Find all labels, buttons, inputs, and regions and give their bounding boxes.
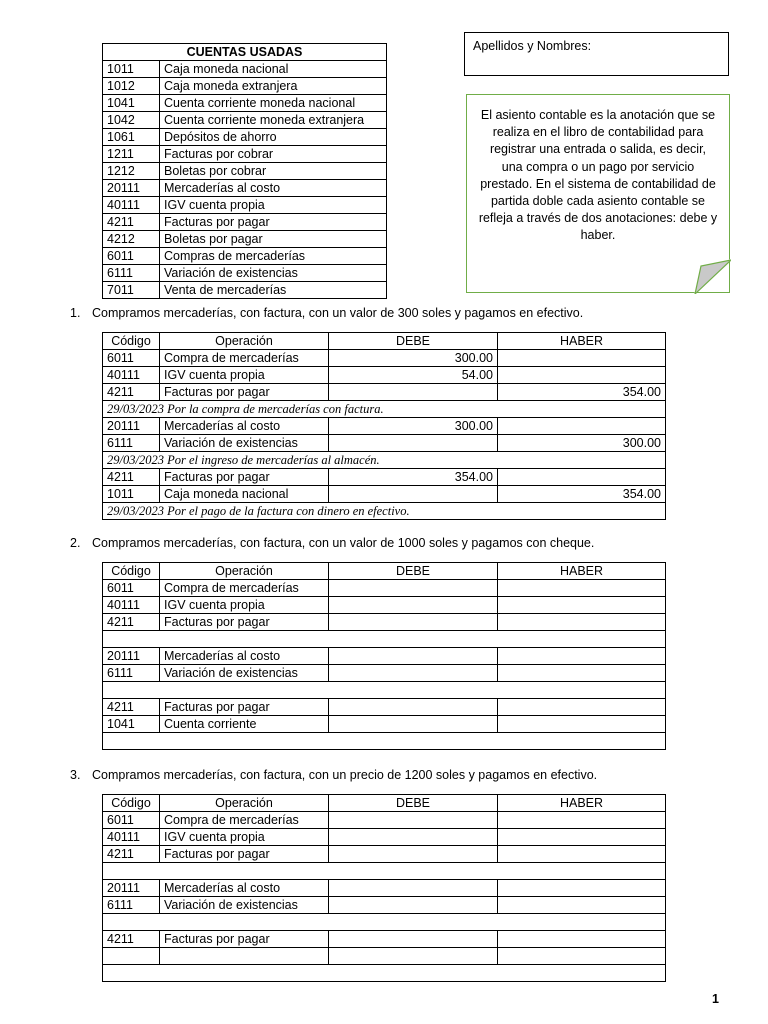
note-line: El asiento contable es la anotación que se: [480, 108, 716, 122]
ledger-operation: Facturas por pagar: [160, 614, 329, 631]
ledger-table-3: [102, 794, 666, 982]
ledger-code: 6111: [103, 665, 160, 682]
account-name: Compras de mercaderías: [160, 248, 387, 265]
header-credit: HABER: [498, 563, 666, 580]
ledger-credit: [498, 829, 666, 846]
ledger-header-row: [103, 563, 666, 580]
ledger-row: [103, 384, 666, 401]
ledger-header-row: [103, 795, 666, 812]
ledger-operation: IGV cuenta propia: [160, 597, 329, 614]
exercise-text: Compramos mercaderías, con factura, con un precio de 1200 soles y pagamos en efectivo.: [92, 768, 598, 782]
ledger-code: 1041: [103, 716, 160, 733]
accounts-row: [103, 214, 387, 231]
ledger-code: 4211: [103, 614, 160, 631]
ledger-operation: Facturas por pagar: [160, 846, 329, 863]
narration-text: [103, 631, 666, 648]
ledger-operation: Compra de mercaderías: [160, 580, 329, 597]
ledger-credit: [498, 812, 666, 829]
ledger-operation: Mercaderías al costo: [160, 880, 329, 897]
ledger-debit: 54.00: [329, 367, 498, 384]
ledger-row: [103, 812, 666, 829]
header-credit: HABER: [498, 333, 666, 350]
exercise-1-statement: [70, 306, 583, 320]
ledger-row: [103, 829, 666, 846]
page-number: 1: [712, 992, 719, 1006]
ledger-row: [103, 699, 666, 716]
ledger-debit: [329, 829, 498, 846]
account-name: Boletas por cobrar: [160, 163, 387, 180]
ledger-credit: [498, 846, 666, 863]
accounts-table-title: CUENTAS USADAS: [103, 44, 387, 61]
header-debit: DEBE: [329, 333, 498, 350]
ledger-credit: [498, 931, 666, 948]
account-name: Facturas por pagar: [160, 214, 387, 231]
ledger-row: [103, 614, 666, 631]
narration-text: [103, 914, 666, 931]
ledger-credit: [498, 614, 666, 631]
accounts-row: [103, 197, 387, 214]
ledger-credit: [498, 699, 666, 716]
exercise-number: 1.: [70, 306, 81, 320]
ledger-debit: [329, 846, 498, 863]
account-name: Depósitos de ahorro: [160, 129, 387, 146]
account-code: 7011: [103, 282, 160, 299]
accounts-row: [103, 248, 387, 265]
ledger-credit: [498, 948, 666, 965]
account-name: Mercaderías al costo: [160, 180, 387, 197]
header-code: Código: [103, 563, 160, 580]
ledger-operation: Facturas por pagar: [160, 384, 329, 401]
note-line: refleja a través de dos anotaciones: debe y: [478, 211, 718, 226]
account-code: 4212: [103, 231, 160, 248]
ledger-operation: Facturas por pagar: [160, 931, 329, 948]
ledger-narration-row: [103, 631, 666, 648]
narration-text: [103, 863, 666, 880]
ledger-row: [103, 931, 666, 948]
account-code: 4211: [103, 214, 160, 231]
ledger-table-2: [102, 562, 666, 750]
accounts-row: [103, 163, 387, 180]
ledger-code: 40111: [103, 367, 160, 384]
ledger-credit: [498, 367, 666, 384]
header-code: Código: [103, 795, 160, 812]
ledger-row: [103, 486, 666, 503]
ledger-operation: IGV cuenta propia: [160, 829, 329, 846]
ledger-credit: 300.00: [498, 435, 666, 452]
ledger-code: 20111: [103, 648, 160, 665]
ledger-credit: 354.00: [498, 486, 666, 503]
ledger-code: 20111: [103, 418, 160, 435]
ledger-debit: [329, 580, 498, 597]
ledger-code: 40111: [103, 597, 160, 614]
ledger-row: [103, 880, 666, 897]
note-line: una compra o un pago por servicio: [501, 159, 695, 174]
ledger-debit: [329, 931, 498, 948]
ledger-narration-row: [103, 733, 666, 750]
accounts-row: [103, 112, 387, 129]
exercise-text: Compramos mercaderías, con factura, con un valor de 1000 soles y pagamos con cheque.: [92, 536, 595, 550]
ledger-debit: 300.00: [329, 350, 498, 367]
ledger-narration-row: [103, 863, 666, 880]
ledger-narration-row: [103, 914, 666, 931]
ledger-narration-row: [103, 401, 666, 418]
ledger-debit: [329, 699, 498, 716]
ledger-row: [103, 350, 666, 367]
ledger-header-row: [103, 333, 666, 350]
ledger-code: 4211: [103, 699, 160, 716]
account-name: Caja moneda extranjera: [160, 78, 387, 95]
ledger-operation: IGV cuenta propia: [160, 367, 329, 384]
note-line: partida doble cada asiento contable se: [490, 194, 706, 209]
ledger-code: 4211: [103, 384, 160, 401]
account-code: 40111: [103, 197, 160, 214]
ledger-code: 6111: [103, 435, 160, 452]
account-code: 1041: [103, 95, 160, 112]
note-line: realiza en el libro de contabilidad para: [492, 125, 704, 140]
narration-text: 29/03/2023 Por el ingreso de mercaderías al almacén.: [103, 452, 666, 469]
exercise-number: 2.: [70, 536, 81, 550]
accounts-row: [103, 146, 387, 163]
account-code: 1211: [103, 146, 160, 163]
accounts-row: [103, 265, 387, 282]
ledger-operation: Facturas por pagar: [160, 699, 329, 716]
accounts-row: [103, 95, 387, 112]
exercise-3-statement: [70, 768, 597, 782]
ledger-row: [103, 435, 666, 452]
account-name: IGV cuenta propia: [160, 197, 387, 214]
account-code: 1212: [103, 163, 160, 180]
ledger-debit: [329, 486, 498, 503]
account-name: Boletas por pagar: [160, 231, 387, 248]
account-code: 6111: [103, 265, 160, 282]
account-name: Caja moneda nacional: [160, 61, 387, 78]
narration-text: 29/03/2023 Por la compra de mercaderías con factura.: [103, 401, 666, 418]
header-operation: Operación: [160, 795, 329, 812]
ledger-credit: [498, 897, 666, 914]
ledger-code: 4211: [103, 846, 160, 863]
ledger-debit: [329, 648, 498, 665]
ledger-debit: [329, 384, 498, 401]
ledger-code: 6011: [103, 350, 160, 367]
ledger-debit: [329, 614, 498, 631]
ledger-row: [103, 597, 666, 614]
ledger-narration-row: [103, 503, 666, 520]
ledger-debit: 300.00: [329, 418, 498, 435]
accounts-row: [103, 231, 387, 248]
ledger-row: [103, 469, 666, 486]
accounts-row: [103, 180, 387, 197]
ledger-credit: [498, 665, 666, 682]
ledger-debit: [329, 435, 498, 452]
ledger-table-1: [102, 332, 666, 520]
ledger-code: [103, 948, 160, 965]
account-code: 20111: [103, 180, 160, 197]
header-debit: DEBE: [329, 795, 498, 812]
ledger-code: 4211: [103, 469, 160, 486]
account-name: Venta de mercaderías: [160, 282, 387, 299]
accounts-row: [103, 61, 387, 78]
narration-text: [103, 733, 666, 750]
ledger-operation: Cuenta corriente: [160, 716, 329, 733]
ledger-debit: [329, 597, 498, 614]
ledger-debit: [329, 948, 498, 965]
ledger-debit: 354.00: [329, 469, 498, 486]
ledger-row: [103, 367, 666, 384]
ledger-row: [103, 948, 666, 965]
accounts-row: [103, 129, 387, 146]
exercise-2-statement: [70, 536, 594, 550]
ledger-credit: [498, 716, 666, 733]
exercise-text: Compramos mercaderías, con factura, con un valor de 300 soles y pagamos en efectivo.: [92, 306, 584, 320]
header-debit: DEBE: [329, 563, 498, 580]
ledger-operation: Variación de existencias: [160, 897, 329, 914]
ledger-row: [103, 648, 666, 665]
note-line: registrar una entrada o salida, es decir,: [489, 142, 707, 157]
ledger-credit: [498, 597, 666, 614]
ledger-credit: [498, 580, 666, 597]
ledger-operation: Compra de mercaderías: [160, 350, 329, 367]
ledger-credit: [498, 648, 666, 665]
ledger-code: 4211: [103, 931, 160, 948]
name-field-label: Apellidos y Nombres:: [473, 39, 592, 53]
ledger-credit: [498, 418, 666, 435]
exercise-number: 3.: [70, 768, 81, 782]
note-line: haber.: [580, 228, 616, 243]
ledger-credit: [498, 469, 666, 486]
ledger-row: [103, 897, 666, 914]
account-code: 1042: [103, 112, 160, 129]
ledger-debit: [329, 812, 498, 829]
name-field[interactable]: [464, 32, 729, 76]
account-code: 1061: [103, 129, 160, 146]
ledger-code: 6011: [103, 580, 160, 597]
account-code: 1011: [103, 61, 160, 78]
ledger-credit: 354.00: [498, 384, 666, 401]
accounts-row: [103, 78, 387, 95]
ledger-debit: [329, 716, 498, 733]
ledger-operation: [160, 948, 329, 965]
ledger-operation: Facturas por pagar: [160, 469, 329, 486]
ledger-row: [103, 716, 666, 733]
definition-note: [466, 94, 730, 293]
ledger-code: 1011: [103, 486, 160, 503]
narration-text: 29/03/2023 Por el pago de la factura con dinero en efectivo.: [103, 503, 666, 520]
header-credit: HABER: [498, 795, 666, 812]
accounts-row: [103, 282, 387, 299]
page-curl-icon: [693, 258, 731, 294]
header-operation: Operación: [160, 333, 329, 350]
ledger-operation: Compra de mercaderías: [160, 812, 329, 829]
account-name: Variación de existencias: [160, 265, 387, 282]
ledger-operation: Variación de existencias: [160, 435, 329, 452]
ledger-credit: [498, 350, 666, 367]
ledger-credit: [498, 880, 666, 897]
ledger-debit: [329, 665, 498, 682]
narration-text: [103, 965, 666, 982]
ledger-row: [103, 846, 666, 863]
ledger-row: [103, 418, 666, 435]
ledger-operation: Mercaderías al costo: [160, 418, 329, 435]
header-operation: Operación: [160, 563, 329, 580]
ledger-operation: Caja moneda nacional: [160, 486, 329, 503]
ledger-row: [103, 665, 666, 682]
ledger-operation: Variación de existencias: [160, 665, 329, 682]
accounts-table: [102, 43, 387, 299]
ledger-narration-row: [103, 452, 666, 469]
ledger-narration-row: [103, 682, 666, 699]
account-name: Cuenta corriente moneda nacional: [160, 95, 387, 112]
ledger-code: 6011: [103, 812, 160, 829]
ledger-code: 20111: [103, 880, 160, 897]
ledger-row: [103, 580, 666, 597]
ledger-narration-row: [103, 965, 666, 982]
ledger-debit: [329, 897, 498, 914]
header-code: Código: [103, 333, 160, 350]
account-code: 1012: [103, 78, 160, 95]
note-line: prestado. En el sistema de contabilidad de: [480, 176, 716, 191]
ledger-debit: [329, 880, 498, 897]
ledger-code: 40111: [103, 829, 160, 846]
narration-text: [103, 682, 666, 699]
ledger-operation: Mercaderías al costo: [160, 648, 329, 665]
account-name: Cuenta corriente moneda extranjera: [160, 112, 387, 129]
account-code: 6011: [103, 248, 160, 265]
account-name: Facturas por cobrar: [160, 146, 387, 163]
ledger-code: 6111: [103, 897, 160, 914]
